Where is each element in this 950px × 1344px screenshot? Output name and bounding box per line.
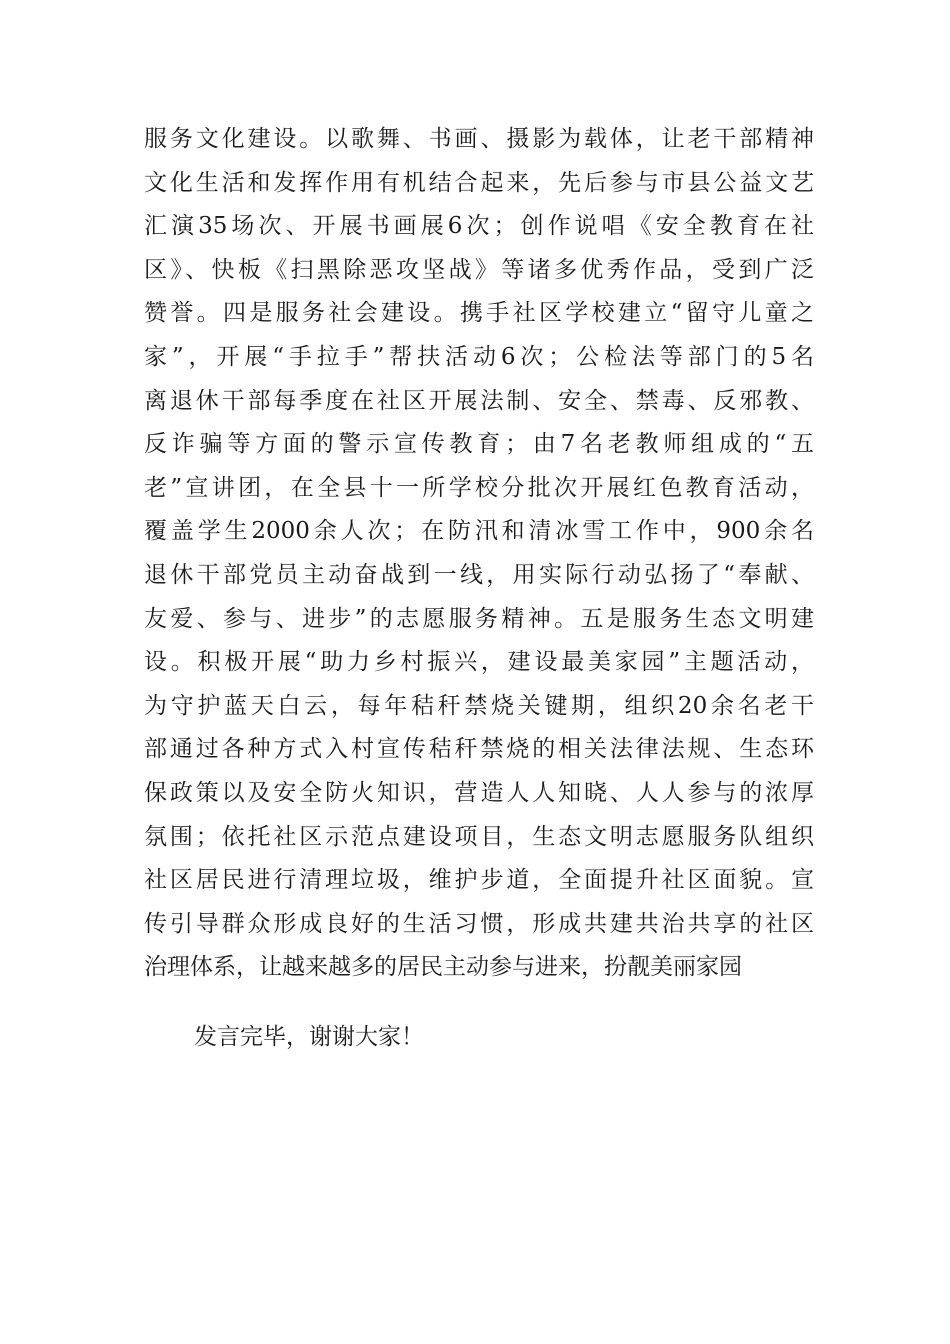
text-line: 文化生活和发挥作用有机结合起来，先后参与市县公益文艺 — [144, 169, 814, 196]
body-paragraph — [144, 118, 814, 990]
text-line: 老”宣讲团，在全县十一所学校分批次开展红色教育活动， — [144, 474, 814, 501]
text-line: 设。积极开展“助力乡村振兴，建设最美家园”主题活动， — [144, 649, 814, 676]
text-line: 家”，开展“手拉手”帮扶活动6次；公检法等部门的5名 — [144, 343, 814, 370]
text-line: 覆盖学生2000余人次；在防汛和清冰雪工作中，900余名 — [144, 518, 814, 545]
text-line: 社区居民进行清理垃圾，维护步道，全面提升社区面貌。宣 — [144, 867, 814, 894]
text-line: 退休干部党员主动奋战到一线，用实际行动弘扬了“奉献、 — [144, 561, 814, 588]
text-line: 汇演35场次、开展书画展6次；创作说唱《安全教育在社 — [144, 213, 814, 240]
text-line: 氛围；依托社区示范点建设项目，生态文明志愿服务队组织 — [144, 823, 814, 850]
text-line: 部通过各种方式入村宣传秸秆禁烧的相关法律法规、生态环 — [144, 736, 814, 763]
text-line: 传引导群众形成良好的生活习惯，形成共建共治共享的社区 — [144, 910, 814, 937]
text-line: 治理体系，让越来越多的居民主动参与进来，扮靓美丽家园 — [144, 954, 742, 981]
text-line: 保政策以及安全防火知识，营造人人知晓、人人参与的浓厚 — [144, 779, 814, 806]
text-line: 赞誉。四是服务社会建设。携手社区学校建立“留守儿童之 — [144, 300, 814, 327]
text-line: 为守护蓝天白云，每年秸秆禁烧关键期，组织20余名老干 — [144, 692, 814, 719]
text-line: 服务文化建设。以歌舞、书画、摄影为载体，让老干部精神 — [144, 126, 814, 152]
text-line: 离退休干部每季度在社区开展法制、安全、禁毒、反邪教、 — [144, 387, 814, 414]
text-line: 反诈骗等方面的警示宣传教育；由7名老教师组成的“五 — [144, 431, 814, 458]
closing-remark: 发言完毕，谢谢大家！ — [194, 1024, 424, 1050]
text-line: 区》、快板《扫黑除恶攻坚战》等诸多优秀作品，受到广泛 — [144, 256, 814, 283]
text-line: 友爱、参与、进步”的志愿服务精神。五是服务生态文明建 — [144, 605, 814, 632]
